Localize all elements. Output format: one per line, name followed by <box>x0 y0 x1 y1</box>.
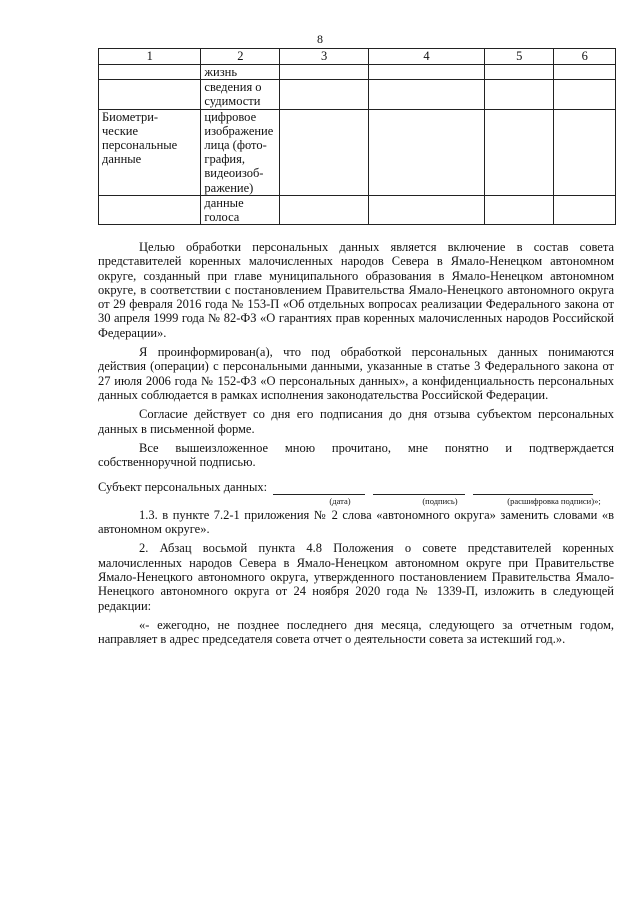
paragraph-confirmation: Все вышеизложенное мною прочитано, мне понятно и подтверждается собственноручной подписью. <box>98 440 614 470</box>
amendment-quote: «- ежегодно, не позднее последнего дня месяца, следующего за отчетным годом, направляет в адрес председателя совета отчет о деятельности совета за истекший год.». <box>98 617 614 647</box>
table-cell-item: жизнь <box>201 65 280 80</box>
signature-fields <box>273 482 593 495</box>
date-field[interactable] <box>273 482 365 495</box>
table-cell-item: данные голоса <box>201 195 280 224</box>
personal-data-table <box>98 48 616 225</box>
paragraph-consent-validity: Согласие действует со дня его подписания до дня отзыва субъектом персональных данных в письменной форме. <box>98 407 614 436</box>
table-cell-empty <box>280 80 369 109</box>
table-cell-item: цифровое изображение лица (фото-графия, видеоизоб-ражение) <box>201 109 280 195</box>
amendment-2: 2. Абзац восьмой пункта 4.8 Положения о совете представителей коренных малочисленных народов Севера в Ямало-Ненецком автономном округе при Правительстве Ямало-Ненецкого автономного округа, утвержденного постановлением Правительства Ямало-Ненецкого автономного округа от 24 ноября 2020 года № 1339-П, изложить в следующей редакции: <box>98 541 614 613</box>
table-cell-empty <box>280 109 369 195</box>
paragraph-purpose: Целью обработки персональных данных является включение в состав совета представителей коренных малочисленных народов Севера в Ямало-Ненецком автономном округе, созданный при главе муниципального образования в Ямало-Ненецком автономном округе, в соответствии с постановлением Правительства Ямало-Ненецкого автономного округа от 29 февраля 2016 года № 153-П «Об отдельных вопросах реализации Федерального закона от 30 апреля 1999 года № 82-ФЗ «О гарантиях прав коренных малочисленных народов Российской Федерации». <box>98 240 614 340</box>
signature-block <box>98 480 614 505</box>
table-cell-empty <box>554 195 616 224</box>
table-cell-empty <box>369 195 485 224</box>
table-cell-empty <box>369 65 485 80</box>
table-header-cell: 2 <box>201 49 280 65</box>
table-cell-empty <box>554 109 616 195</box>
table-row <box>99 65 616 80</box>
amendment-1-3: 1.3. в пункте 7.2-1 приложения № 2 слова «автономного округа» заменить словами «в автономном округе». <box>98 507 614 537</box>
signature-label: Субъект персональных данных: <box>98 480 268 495</box>
table-cell-category <box>99 80 201 109</box>
signature-line <box>98 480 614 494</box>
table-row <box>99 195 616 224</box>
table-cell-empty <box>485 65 554 80</box>
table-header-cell: 5 <box>485 49 554 65</box>
table-cell-category <box>99 65 201 80</box>
page-number: 8 <box>317 32 323 46</box>
decryption-caption: (расшифровка подписи)»; <box>507 495 601 506</box>
table-header-cell: 6 <box>554 49 616 65</box>
signature-field[interactable] <box>373 482 465 495</box>
table-cell-empty <box>280 65 369 80</box>
table-cell-empty <box>485 80 554 109</box>
document-body <box>98 240 614 651</box>
table-cell-empty <box>280 195 369 224</box>
table-header-cell: 3 <box>280 49 369 65</box>
signature-captions <box>98 496 614 506</box>
table-header-row <box>99 49 616 65</box>
table-cell-empty <box>554 80 616 109</box>
table-cell-item: сведения о судимости <box>201 80 280 109</box>
table-cell-empty <box>485 195 554 224</box>
table-header-cell: 4 <box>369 49 485 65</box>
table-row <box>99 80 616 109</box>
table-header-cell: 1 <box>99 49 201 65</box>
table-cell-category: Биометри- ческие персональные данные <box>99 109 201 195</box>
table-cell-category <box>99 195 201 224</box>
signature-caption: (подпись) <box>422 495 458 506</box>
date-caption: (дата) <box>329 495 351 506</box>
table-cell-empty <box>369 109 485 195</box>
decryption-field[interactable] <box>473 482 593 495</box>
table-row <box>99 109 616 195</box>
table-cell-empty <box>369 80 485 109</box>
table-cell-empty <box>554 65 616 80</box>
table-cell-empty <box>485 109 554 195</box>
paragraph-informed: Я проинформирован(а), что под обработкой персональных данных понимаются действия (операции) с персональными данными, указанные в статье 3 Федерального закона от 27 июля 2006 года № 152-ФЗ «О персональных данных», а конфиденциальность персональных данных соблюдается в рамках исполнения законодательства Российской Федерации. <box>98 345 614 402</box>
